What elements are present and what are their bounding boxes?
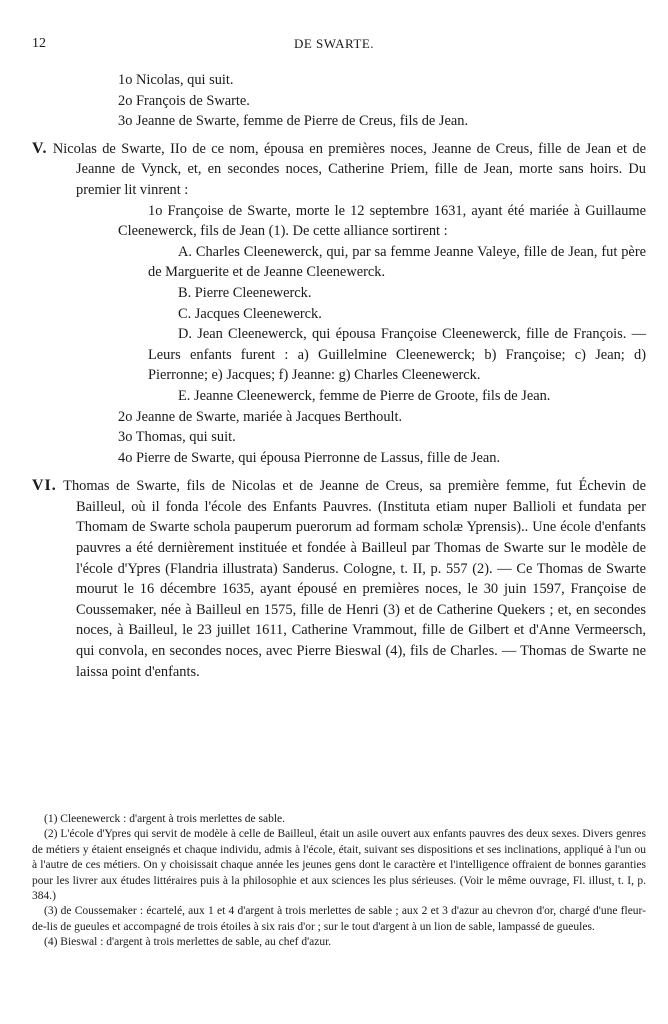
section-v-text: Nicolas de Swarte, IIo de ce nom, épousa en premières noces, Jeanne de Creus, fille de Jean et de Jeanne de Vynck, et, en secondes noces, Catherine Priem, fille de Jean, morte sans hoirs. Du premier lit vinrent : [52,140,646,198]
sub-item: E. Jeanne Cleenewerck, femme de Pierre de Groote, fils de Jean. [178,387,551,404]
section-v [32,139,646,201]
list-item: 1o Nicolas, qui suit. [118,72,234,88]
page-number: 12 [32,36,46,51]
footnote: (3) de Coussemaker : écartelé, aux 1 et 4 d'argent à trois merlettes de sable ; aux 2 et 3 d'azur au chevron d'or, chargé d'une fleur-de-lis de gueules et accompagné de trois étoiles à six rais d'or ; sur le tout d'argent à un lion de sable, lampassé de gueules. [32,905,646,933]
footnote: (1) Cleenewerck : d'argent à trois merlettes de sable. [44,813,286,825]
list-item: 1o Françoise de Swarte, morte le 12 septembre 1631, ayant été mariée à Guillaume Cleenewerck, fils de Jean (1). De cette alliance sortirent : [118,202,646,240]
sub-item: B. Pierre Cleenewerck. [178,284,312,301]
section-numeral: V. [32,139,48,157]
list-item: 2o François de Swarte. [118,92,250,109]
sub-item: D. Jean Cleenewerck, qui épousa Françoise Cleenewerck, fille de François. — Leurs enfants furent : a) Guillelmine Cleenewerck; b) Françoise; c) Jean; d) Pierronne; e) Jacques; f) Jeanne: g) Charles Cleenewerck. [148,326,646,384]
sub-item: A. Charles Cleenewerck, qui, par sa femme Jeanne Valeye, fille de Jean, fut père de Marguerite et de Jeanne Cleenewerck. [148,243,646,281]
section-numeral: VI. [32,477,57,495]
main-text [32,70,646,682]
running-head: DE SWARTE. [293,36,375,51]
list-item: 2o Jeanne de Swarte, mariée à Jacques Berthoult. [118,408,403,425]
sub-item: C. Jacques Cleenewerck. [178,305,322,322]
list-item: 4o Pierre de Swarte, qui épousa Pierronne de Lassus, fille de Jean. [118,449,501,466]
footnote: (4) Bieswal : d'argent à trois merlettes de sable, au chef d'azur. [44,936,332,949]
footnotes [32,812,646,951]
footnote: (2) L'école d'Ypres qui servit de modèle à celle de Bailleul, était un asile ouvert aux enfants pauvres des deux sexes. Divers genres de métiers y étaient enseignés et chaque individu, admis à l'école, était, suivant ses dispositions et ses inclinations, appliqué à l'un ou à l'autre de ces métiers. On y choisissait chaque année les jeunes gens dont le caractère et l'intelligence offraient de bonnes garanties pour les livrer aux études littéraires puis à la philosophie et aux sciences les plus sérieuses. (Voir le même ouvrage, Fl. illust, t. I, p. 384.) [32,828,646,903]
list-item: 3o Thomas, qui suit. [118,429,236,446]
section-vi [32,476,646,682]
section-vi-text: Thomas de Swarte, fils de Nicolas et de Jeanne de Creus, sa première femme, fut Échevin de Bailleul, où il fonda l'école des Enfants Pauvres. (Instituta etiam nuper Ballioli et fundata per Thomam de Swarte schola pauperum puerorum ad formam scholæ Yprensis).. Une école d'enfants pauvres a été dernièrement instituée et fondée à Bailleul par Thomas de Swarte sur le modèle de l'école d'Ypres (Flandria illustrata) Sanderus. Cologne, t. II, p. 557 (2). — Ce Thomas de Swarte mourut le 16 décembre 1635, ayant épousé en premières noces, le 30 juin 1597, Françoise de Coussemaker, née à Bailleul en 1575, fille de Henri (3) et de Catherine Quekers ; et, en secondes noces, à Bailleul, le 23 juillet 1611, Catherine Vrammout, fille de Gilbert et d'Anne Vermeersch, qui convola, en secondes noces, avec Pierre Bieswal (4), fils de Charles. — Thomas de Swarte ne laissa point d'enfants. [63,478,646,680]
list-item: 3o Jeanne de Swarte, femme de Pierre de Creus, fils de Jean. [118,113,469,130]
